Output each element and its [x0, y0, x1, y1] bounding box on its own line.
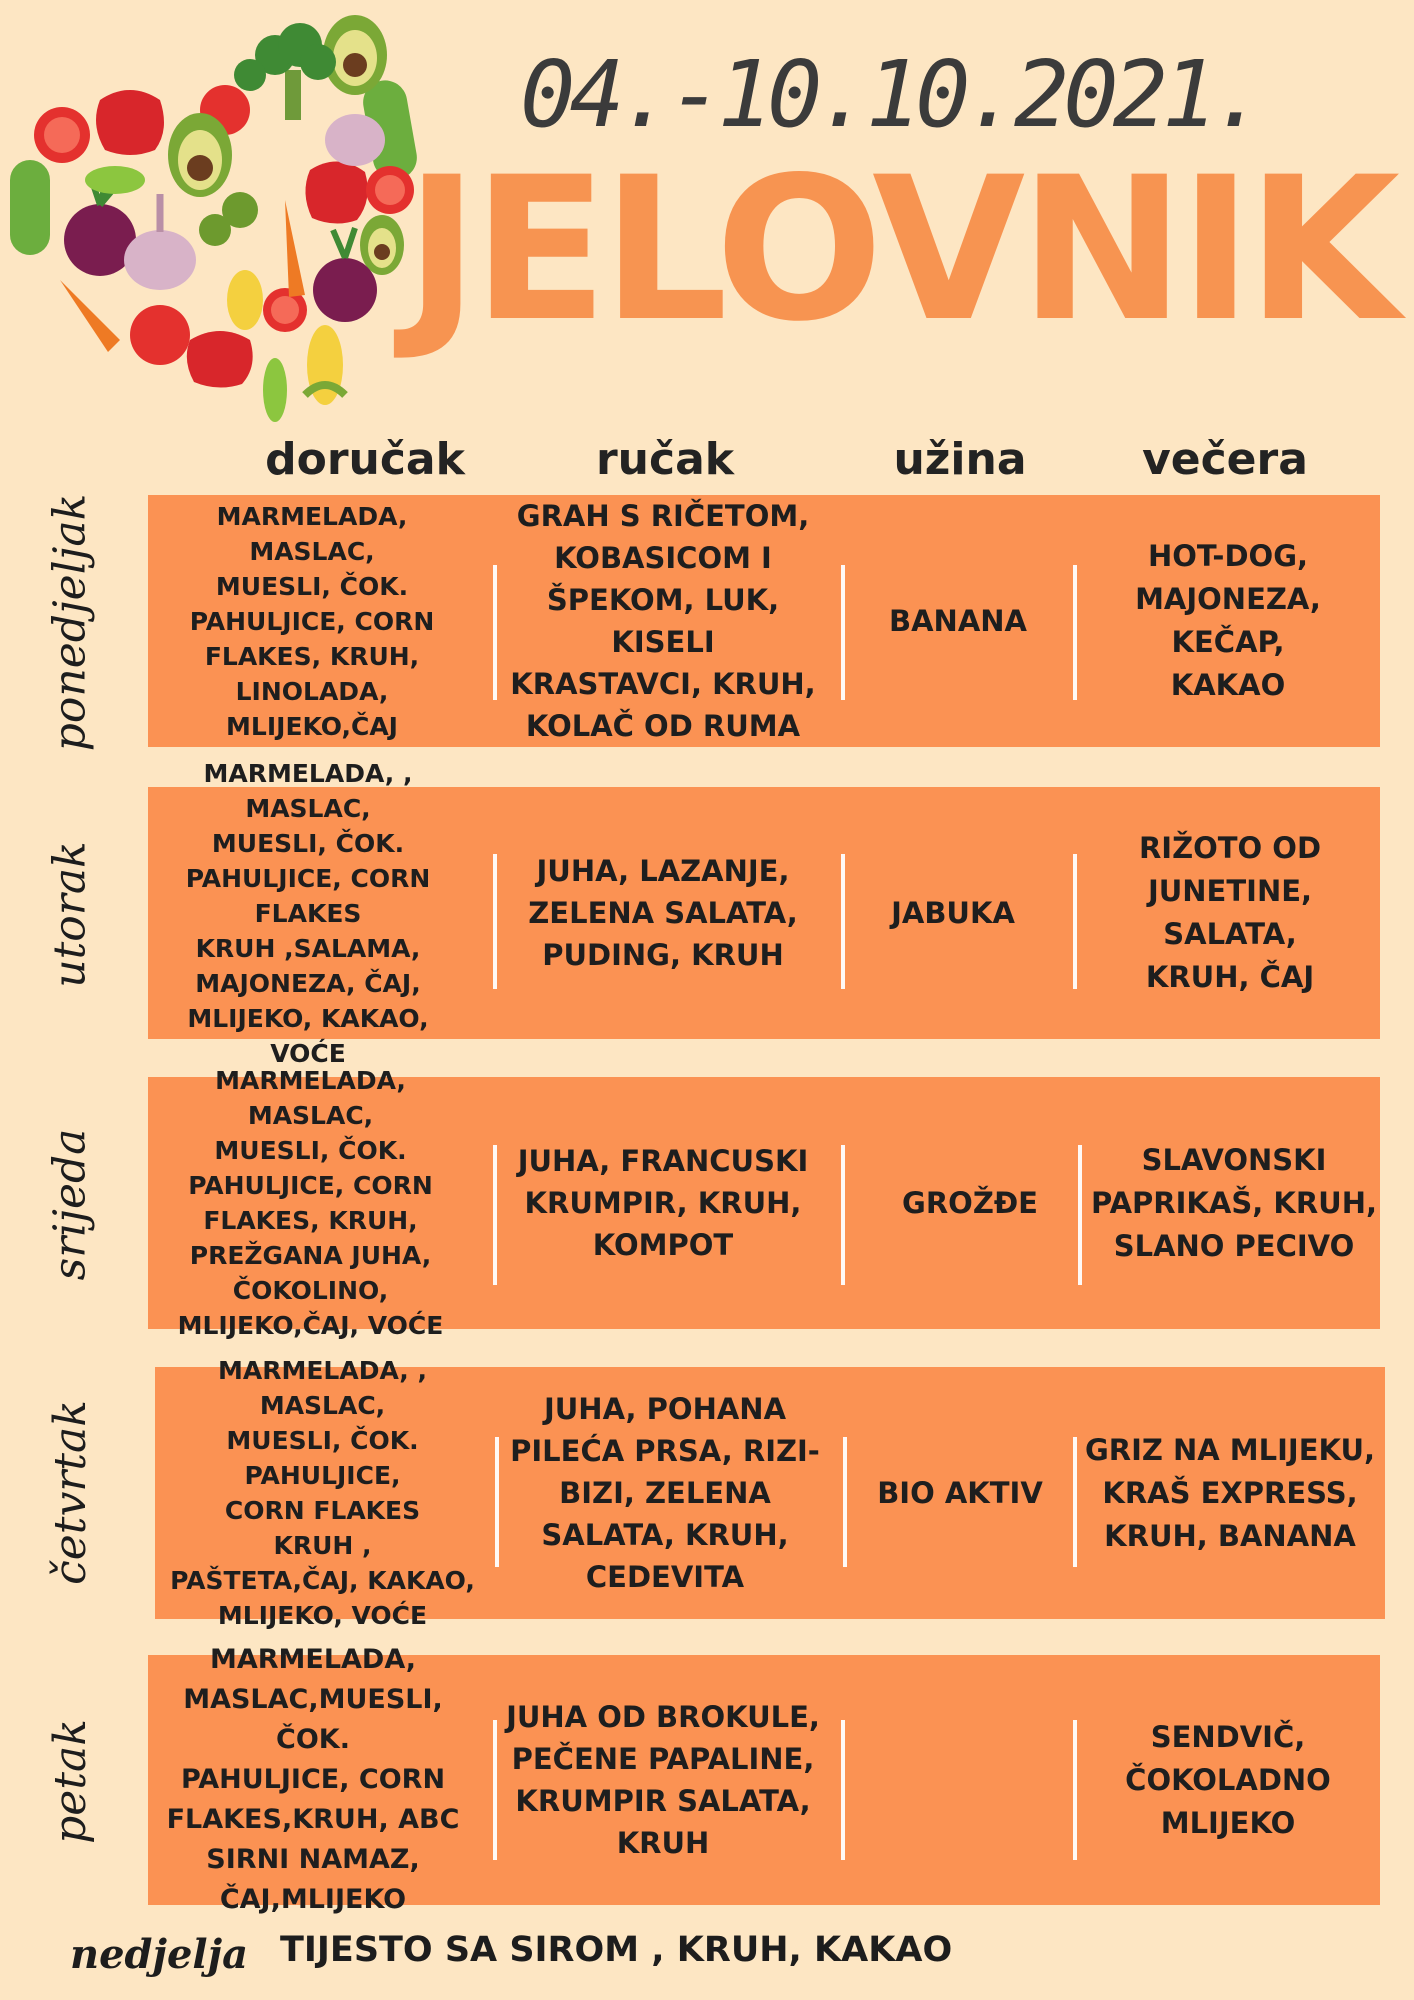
column-divider [495, 1437, 499, 1567]
snack-cell: BIO AKTIV [877, 1476, 1043, 1510]
column-header-lunch: ručak [595, 434, 735, 485]
snack-cell: JABUKA [891, 896, 1015, 930]
lunch-cell: GRAH S RIČETOM, KOBASICOM I ŠPEKOM, LUK, KISELI KRASTAVCI, KRUH, KOLAČ OD RUMA [510, 499, 816, 743]
column-header-dinner: večera [1142, 434, 1308, 485]
menu-row-friday [148, 1644, 1380, 1915]
dinner-cell: GRIZ NA MLIJEKU, KRAŠ EXPRESS, KRUH, BANANA [1084, 1432, 1376, 1553]
column-divider [841, 1145, 845, 1285]
column-divider [1073, 854, 1077, 989]
column-divider [841, 854, 845, 989]
dinner-cell: HOT-DOG, MAJONEZA, KEČAP, KAKAO [1135, 539, 1321, 702]
date-range: 04.-10.10.2021. [520, 41, 1261, 148]
column-divider [493, 1720, 497, 1860]
menu-row-tuesday [148, 758, 1380, 1068]
dinner-cell: RIŽOTO OD JUNETINE, SALATA, KRUH, ČAJ [1138, 831, 1322, 994]
column-divider [1078, 1145, 1082, 1285]
snack-cell: GROŽĐE [902, 1186, 1038, 1220]
snack-cell [848, 1655, 1068, 1905]
day-label-sunday: nedjelja [70, 1931, 249, 1978]
snack-cell: BANANA [889, 604, 1027, 638]
day-label-friday: petak [44, 1718, 96, 1844]
lunch-cell: JUHA OD BROKULE, PEČENE PAPALINE, KRUMPIR SALATA, KRUH [506, 1700, 820, 1860]
lunch-cell: JUHA, POHANA PILEĆA PRSA, RIZI- BIZI, ZELENA SALATA, KRUH, CEDEVITA [510, 1392, 820, 1594]
day-label-monday: ponedjeljak [44, 493, 96, 752]
day-label-tuesday: utorak [44, 841, 96, 988]
column-divider [493, 854, 497, 989]
column-header-breakfast: doručak [265, 434, 465, 485]
menu-row-thursday [155, 1356, 1385, 1630]
sunday-menu: TIJESTO SA SIROM , KRUH, KAKAO [280, 1930, 953, 1970]
dinner-cell: SENDVIČ, ČOKOLADNO MLIJEKO [1125, 1719, 1331, 1840]
menu-row-monday [148, 495, 1380, 747]
page-title: JELOVNIK [405, 134, 1395, 365]
column-divider [1073, 1437, 1077, 1567]
day-label-wednesday: srijeda [44, 1128, 96, 1281]
menu-row-wednesday [148, 1066, 1380, 1340]
breakfast-cell: MARMELADA, MASLAC, MUESLI, ČOK. PAHULJICE, CORN FLAKES, KRUH, PREŽGANA JUHA, ČOKOLINO, MLIJEKO,ČAJ, VOĆE [177, 1066, 444, 1340]
column-divider [841, 565, 845, 700]
column-divider [841, 1720, 845, 1860]
lunch-cell: JUHA, FRANCUSKI KRUMPIR, KRUH, KOMPOT [517, 1144, 809, 1262]
column-divider [843, 1437, 847, 1567]
lunch-cell: JUHA, LAZANJE, ZELENA SALATA, PUDING, KRUH [528, 854, 798, 972]
breakfast-cell: MARMELADA, MASLAC,MUESLI, ČOK. PAHULJICE, CORN FLAKES,KRUH, ABC SIRNI NAMAZ, ČAJ,MLIJEKO [166, 1644, 460, 1915]
day-label-thursday: četvrtak [44, 1399, 96, 1585]
column-divider [493, 1145, 497, 1285]
column-divider [493, 565, 497, 700]
breakfast-cell: MARMELADA, MASLAC, MUESLI, ČOK. PAHULJICE, CORN FLAKES, KRUH, LINOLADA, MLIJEKO,ČAJ [189, 501, 435, 741]
dinner-cell: SLAVONSKI PAPRIKAŠ, KRUH, SLANO PECIVO [1091, 1142, 1377, 1263]
breakfast-cell: MARMELADA, , MASLAC, MUESLI, ČOK. PAHULJICE, CORN FLAKES KRUH ,SALAMA, MAJONEZA, ČAJ, MLIJEKO, KAKAO, VOĆE [185, 758, 431, 1068]
column-divider [1073, 1720, 1077, 1860]
column-divider [1073, 565, 1077, 700]
column-header-snack: užina [893, 434, 1027, 485]
breakfast-cell: MARMELADA, , MASLAC, MUESLI, ČOK. PAHULJICE, CORN FLAKES KRUH , PAŠTETA,ČAJ, KAKAO, MLIJEKO, VOĆE [170, 1356, 475, 1630]
vegetable-heart-illustration [0, 0, 420, 430]
